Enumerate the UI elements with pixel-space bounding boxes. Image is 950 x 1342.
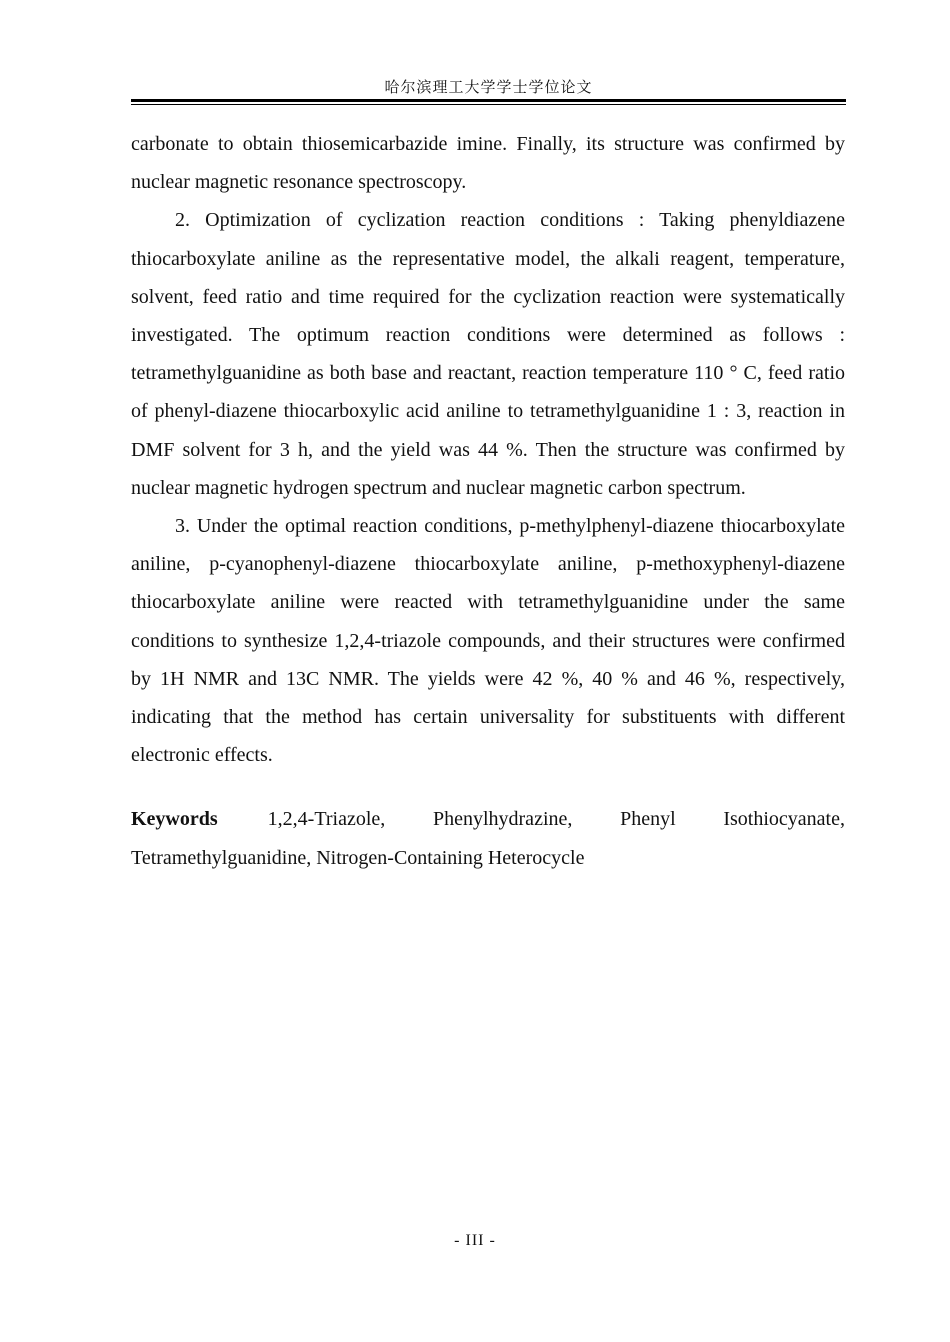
abstract-body [131,125,845,877]
keywords-text: 1,2,4-Triazole, Phenylhydrazine, Phenyl Isothiocyanate, Tetramethylguanidine, Nitrogen-Containing Heterocycle [131,808,845,869]
keywords-label: Keywords [131,808,218,831]
paragraph-item-2: 2. Optimization of cyclization reaction conditions : Taking phenyldiazene thiocarboxylate aniline as the representative model, the alkali reagent, temperature, solvent, feed ratio and time required for the cyclization reaction were systematically investigated. The optimum reaction conditions were determined as follows : tetramethylguanidine as both base and reactant, reaction temperature 110 ° C, feed ratio of phenyl-diazene thiocarboxylic acid aniline to tetramethylguanidine 1 : 3, reaction in DMF solvent for 3 h, and the yield was 44 %. Then the structure was confirmed by nuclear magnetic hydrogen spectrum and nuclear magnetic carbon spectrum. [131,209,845,499]
page-number: - III - [454,1232,496,1249]
paragraph-item-3: 3. Under the optimal reaction conditions, p-methylphenyl-diazene thiocarboxylate aniline, p-cyanophenyl-diazene thiocarboxylate aniline, p-methoxyphenyl-diazene thiocarboxylate aniline were reacted with tetramethylguanidine under the same conditions to synthesize 1,2,4-triazole compounds, and their structures were confirmed by 1H NMR and 13C NMR. The yields were 42 %, 40 % and 46 %, respectively, indicating that the method has certain universality for substituents with different electronic effects. [131,515,845,767]
running-header: 哈尔滨理工大学学士学位论文 [384,78,593,96]
header-rule-thick [131,99,846,102]
keywords-line [131,800,845,876]
header-rule-thin [131,104,846,105]
paragraph-continued: carbonate to obtain thiosemicarbazide imine. Finally, its structure was confirmed by nuclear magnetic resonance spectroscopy. [131,133,845,194]
